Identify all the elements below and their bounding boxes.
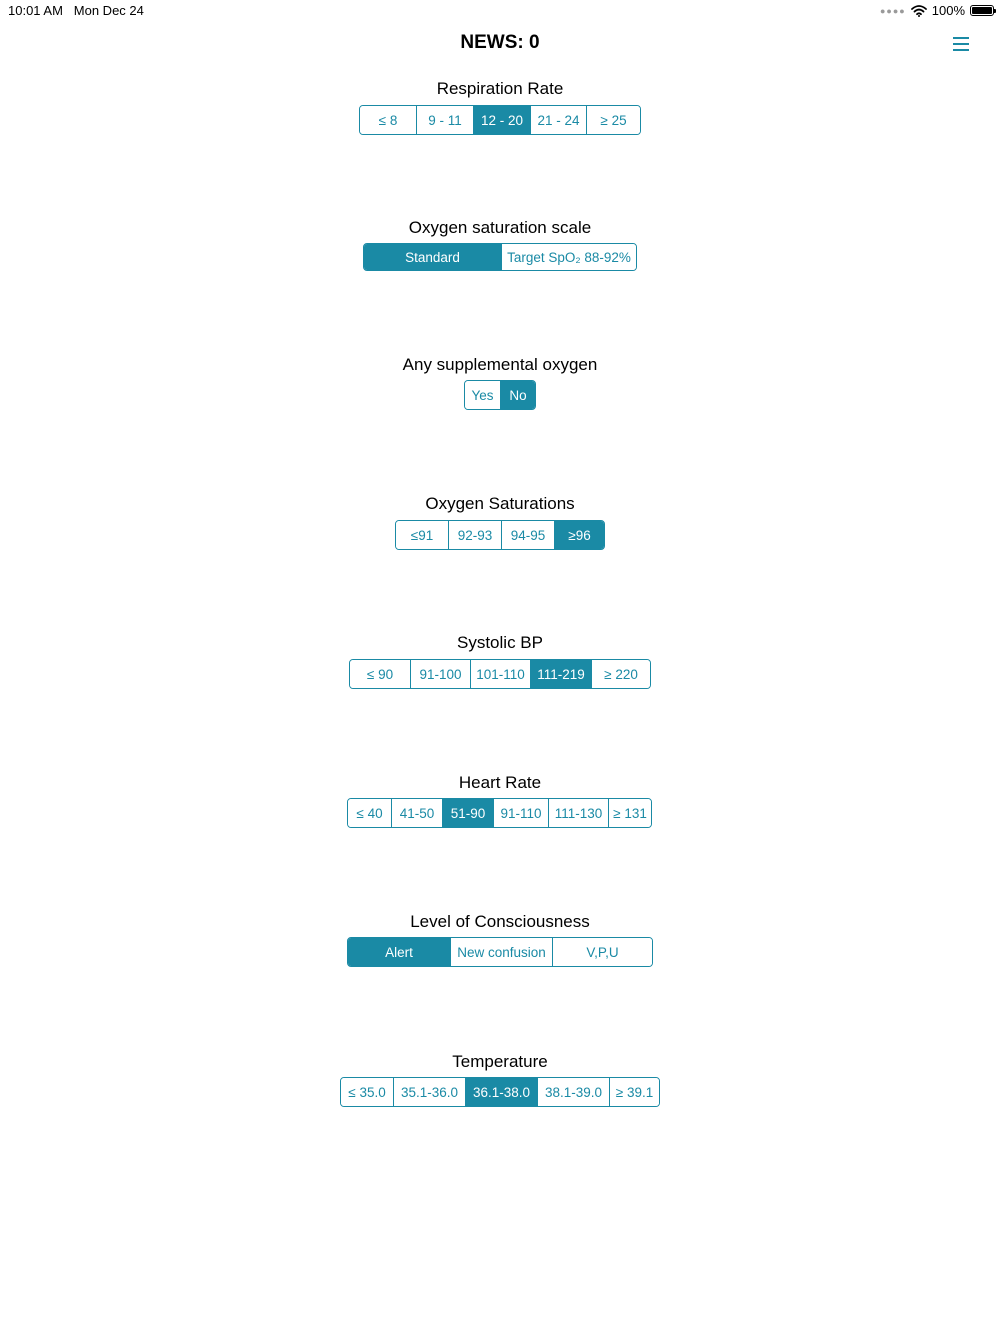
page-title: NEWS: 0 — [460, 32, 540, 53]
systolic-bp-option-91-100[interactable]: 91-100 — [410, 660, 470, 688]
consciousness-option-new-confusion[interactable]: New confusion — [450, 938, 552, 966]
oxygen-saturations-option-le91[interactable]: ≤91 — [396, 521, 448, 549]
oxygen-saturations-title: Oxygen Saturations — [425, 494, 575, 513]
section-systolic-bp — [0, 632, 1000, 654]
section-respiration-rate — [0, 78, 1000, 100]
heart-rate-option-le40[interactable]: ≤ 40 — [348, 799, 391, 827]
systolic-bp-option-ge220[interactable]: ≥ 220 — [591, 660, 650, 688]
status-clock: 10:01 AM — [8, 3, 63, 18]
heart-rate-option-91-110[interactable]: 91-110 — [493, 799, 548, 827]
section-heart-rate — [0, 772, 1000, 794]
heart-rate-title: Heart Rate — [458, 773, 542, 792]
menu-button[interactable] — [951, 35, 971, 53]
temperature-option-le35[interactable]: ≤ 35.0 — [341, 1078, 393, 1106]
temperature-option-35-1-36-0[interactable]: 35.1-36.0 — [393, 1078, 465, 1106]
oxygen-scale-option-standard[interactable]: Standard — [364, 244, 501, 270]
heart-rate-selector — [347, 798, 652, 828]
respiration-option-9-11[interactable]: 9 - 11 — [416, 106, 473, 134]
section-consciousness — [0, 911, 1000, 933]
respiration-option-ge25[interactable]: ≥ 25 — [586, 106, 640, 134]
temperature-title: Temperature — [452, 1052, 548, 1071]
heart-rate-option-111-130[interactable]: 111-130 — [548, 799, 608, 827]
heart-rate-option-ge131[interactable]: ≥ 131 — [608, 799, 651, 827]
oxygen-scale-selector — [363, 243, 637, 271]
systolic-bp-option-le90[interactable]: ≤ 90 — [350, 660, 410, 688]
oxygen-saturations-option-94-95[interactable]: 94-95 — [501, 521, 554, 549]
consciousness-option-vpu[interactable]: V,P,U — [552, 938, 652, 966]
supplemental-oxygen-option-yes[interactable]: Yes — [465, 381, 500, 409]
supplemental-oxygen-option-no[interactable]: No — [500, 381, 535, 409]
section-oxygen-scale — [0, 217, 1000, 239]
status-date: Mon Dec 24 — [73, 3, 144, 18]
systolic-bp-selector — [349, 659, 651, 689]
battery-icon — [970, 5, 994, 16]
oxygen-saturations-option-ge96[interactable]: ≥96 — [554, 521, 604, 549]
systolic-bp-option-111-219[interactable]: 111-219 — [530, 660, 591, 688]
supplemental-oxygen-selector — [464, 380, 536, 410]
consciousness-selector — [347, 937, 653, 967]
section-temperature — [0, 1051, 1000, 1073]
signal-dots-icon: ●●●● — [880, 5, 906, 16]
consciousness-option-alert[interactable]: Alert — [348, 938, 450, 966]
heart-rate-option-51-90[interactable]: 51-90 — [442, 799, 493, 827]
temperature-option-36-1-38-0[interactable]: 36.1-38.0 — [465, 1078, 537, 1106]
respiration-rate-title: Respiration Rate — [436, 79, 564, 98]
respiration-option-le8[interactable]: ≤ 8 — [360, 106, 416, 134]
consciousness-title: Level of Consciousness — [410, 912, 590, 931]
oxygen-scale-title: Oxygen saturation scale — [408, 218, 592, 237]
respiration-rate-selector — [359, 105, 641, 135]
systolic-bp-option-101-110[interactable]: 101-110 — [470, 660, 530, 688]
temperature-option-ge39-1[interactable]: ≥ 39.1 — [609, 1078, 659, 1106]
status-indicators — [880, 3, 994, 18]
battery-percentage: 100% — [931, 3, 965, 18]
status-bar — [0, 0, 1000, 20]
wifi-icon — [911, 5, 927, 17]
respiration-option-21-24[interactable]: 21 - 24 — [530, 106, 586, 134]
systolic-bp-title: Systolic BP — [457, 633, 543, 652]
temperature-selector — [340, 1077, 660, 1107]
status-time — [8, 3, 144, 18]
oxygen-saturations-selector — [395, 520, 605, 550]
supplemental-oxygen-title: Any supplemental oxygen — [402, 355, 598, 374]
temperature-option-38-1-39-0[interactable]: 38.1-39.0 — [537, 1078, 609, 1106]
section-oxygen-saturations — [0, 493, 1000, 515]
respiration-option-12-20[interactable]: 12 - 20 — [473, 106, 530, 134]
section-supplemental-oxygen — [0, 354, 1000, 376]
oxygen-saturations-option-92-93[interactable]: 92-93 — [448, 521, 501, 549]
oxygen-scale-option-target[interactable]: Target SpO₂ 88-92% — [501, 244, 636, 270]
heart-rate-option-41-50[interactable]: 41-50 — [391, 799, 442, 827]
hamburger-menu-icon[interactable] — [951, 35, 971, 53]
